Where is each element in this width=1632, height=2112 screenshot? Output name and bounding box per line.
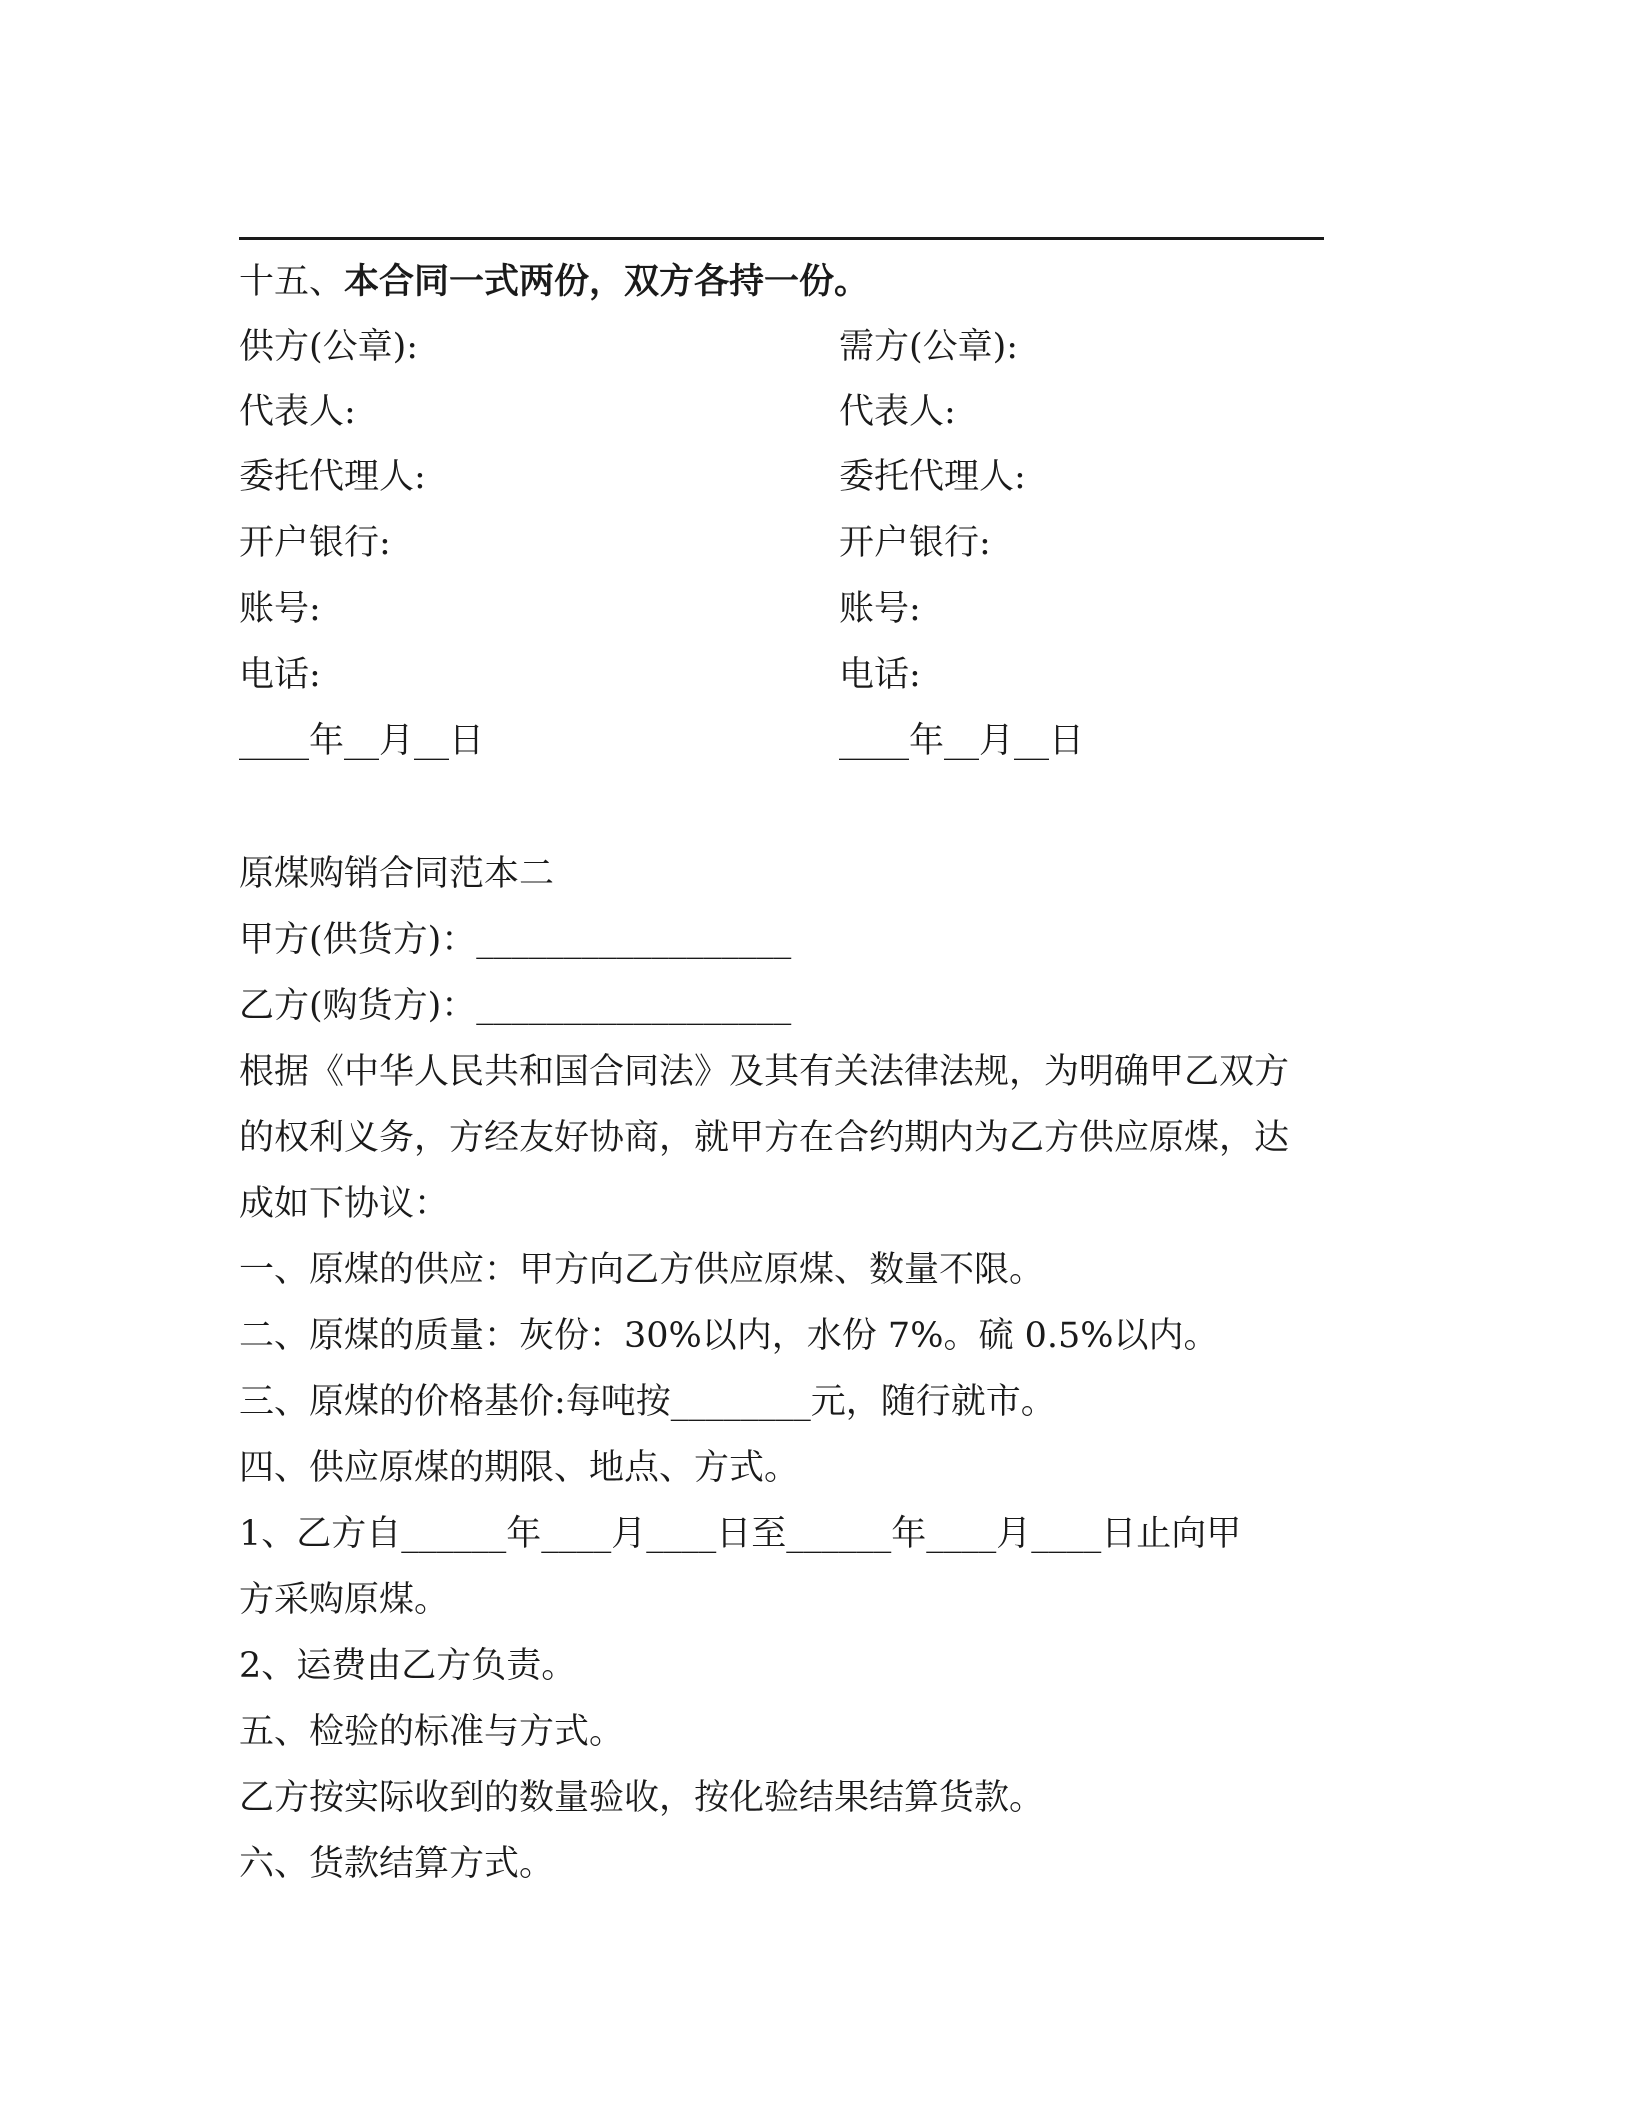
- top-rule-divider: [239, 237, 1324, 240]
- preamble-line: 根据《中华人民共和国合同法》及其有关法律法规，为明确甲乙双方: [239, 1052, 1290, 1092]
- item-period-detail-cont: 方采购原煤。: [239, 1580, 450, 1620]
- buyer-seal-label: 需方(公章):: [839, 327, 1019, 367]
- preamble-line: 的权利义务，方经友好协商，就甲方在合约期内为乙方供应原煤，达: [239, 1118, 1290, 1158]
- supplier-representative-label: 代表人:: [239, 392, 356, 432]
- item-price: 三、原煤的价格基价:每吨按________元，随行就市。: [239, 1382, 1056, 1422]
- supplier-seal-label: 供方(公章):: [239, 327, 419, 367]
- buyer-phone-label: 电话:: [839, 655, 921, 695]
- party-a-line: 甲方(供货方)：__________________: [239, 920, 792, 960]
- party-b-line: 乙方(购货方)：__________________: [239, 986, 792, 1026]
- supplier-phone-label: 电话:: [239, 655, 321, 695]
- buyer-date-line: ____年__月__日: [839, 721, 1085, 761]
- item-inspection: 五、检验的标准与方式。: [239, 1712, 625, 1752]
- supplier-agent-label: 委托代理人:: [239, 457, 426, 497]
- item-inspection-detail: 乙方按实际收到的数量验收，按化验结果结算货款。: [239, 1778, 1045, 1818]
- buyer-agent-label: 委托代理人:: [839, 457, 1026, 497]
- template-two-title: 原煤购销合同范本二: [239, 854, 555, 894]
- preamble-line: 成如下协议：: [239, 1184, 450, 1224]
- buyer-representative-label: 代表人:: [839, 392, 956, 432]
- supplier-account-label: 账号:: [239, 589, 321, 629]
- buyer-bank-label: 开户银行:: [839, 523, 991, 563]
- item-supply: 一、原煤的供应：甲方向乙方供应原煤、数量不限。: [239, 1250, 1045, 1290]
- supplier-bank-label: 开户银行:: [239, 523, 391, 563]
- item-settlement: 六、货款结算方式。: [239, 1844, 555, 1884]
- item-freight: 2、运费由乙方负责。: [239, 1646, 577, 1686]
- clause-15-number: 十五、: [239, 262, 345, 302]
- supplier-date-line: ____年__月__日: [239, 721, 485, 761]
- item-quality: 二、原煤的质量：灰份：30%以内，水份 7%。硫 0.5%以内。: [239, 1316, 1219, 1356]
- clause-15-text: 本合同一式两份，双方各持一份。: [344, 261, 870, 302]
- clause-15: [239, 260, 869, 304]
- item-period: 四、供应原煤的期限、地点、方式。: [239, 1448, 800, 1488]
- buyer-account-label: 账号:: [839, 589, 921, 629]
- item-period-detail: 1、乙方自______年____月____日至______年____月____日止向甲: [239, 1514, 1242, 1554]
